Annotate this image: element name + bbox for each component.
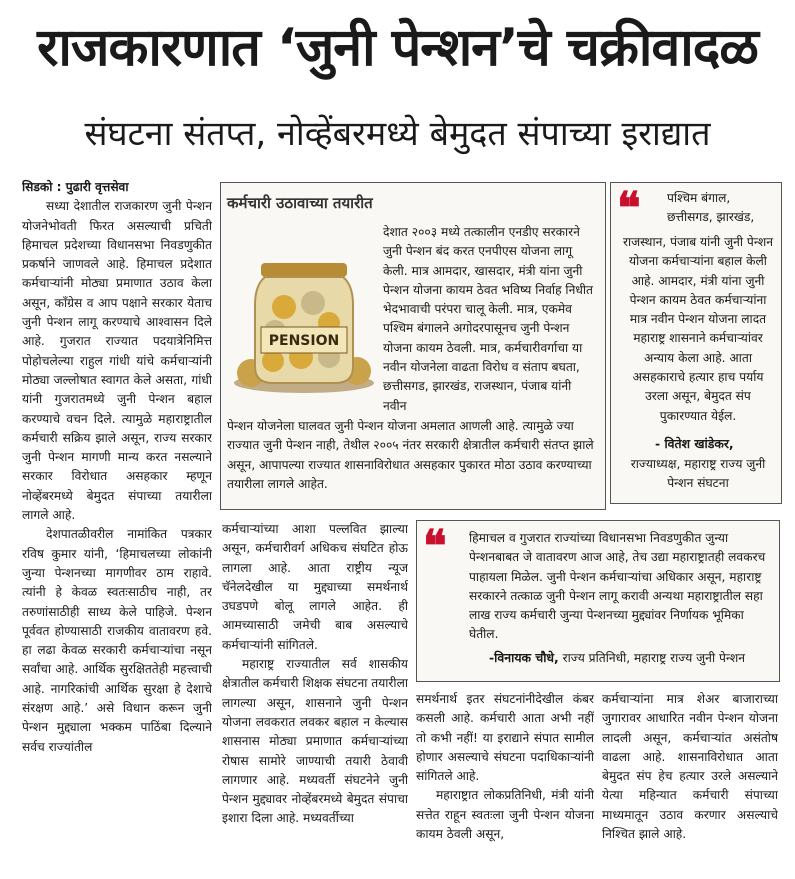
article-column-4 (602, 690, 778, 868)
paragraph: समर्थनार्थ इतर संघटनांनीदेखील कंबर कसली आहे. कर्मचारी आता अभी नहीं तो कभी नहीं! या इराद्याने संपात सामील होणार असल्याचे संघटना पदाधिकाऱ्यांनी सांगितले आहे. (416, 692, 594, 784)
quote-author: -विनायक चौधे, (489, 650, 559, 665)
quote-signature (489, 649, 779, 666)
jar-illustration (229, 245, 379, 395)
quote-author: - वितेश खांडेकर, (655, 436, 734, 451)
quote-designation: राज्याध्यक्ष, महाराष्ट्र राज्य जुनी पेन्शन संघटना (630, 457, 766, 491)
headline: राजकारणात ‘जुनी पेन्शन’चे चक्रीवादळ (37, 18, 758, 78)
box-text-right: देशात २००३ मध्ये तत्कालीन एनडीए सरकारने जुनी पेन्शन बंद करत एनपीएस योजना लागू केली. मात्र आमदार, खासदार, मंत्री यांना जुनी पेन्शन योजना कायम ठेवत भविष्य निर्वाह निधीत भेदभावाची परंपरा चालू केली. मात्र, एकमेव पश्चिम बंगालने अगोदरपासूनच जुनी पेन्शन योजना कायम ठेवली. मात्र, कर्मचारीवर्गाचा या नवीन योजनेला वाढता विरोध व संताप बघता, छत्तीसगड, झारखंड, राजस्थान, पंजाब यांनी नवीन (383, 225, 593, 413)
quote-text-top: पश्चिम बंगाल, छत्तीसगड, झारखंड, (667, 191, 755, 225)
quote-text: राजस्थान, पंजाब यांनी जुनी पेन्शन योजना कर्मचाऱ्यांना बहाल केली आहे. आमदार, मंत्री यांना जुनी पेन्शन कायम ठेवत कर्मचाऱ्यांना मात्र नवीन पेन्शन योजना लादत महाराष्ट्र शासनाने कर्मचाऱ्यांवर अन्याय केला आहे. आता असहकाराचे हत्यार हाच पर्याय उरला असून, बेमुदत संप पुकारण्यात येईल. (622, 235, 774, 423)
sidebar-box-employees-uprising (220, 182, 606, 510)
quote-designation: राज्य प्रतिनिधी, महाराष्ट्र राज्य जुनी पेन्शन (562, 651, 746, 665)
paragraph: सध्या देशातील राजकारण जुनी पेन्शन योजनेभोवती फिरत असल्याची प्रचिती हिमाचल प्रदेशच्या विधानसभा निवडणुकीत प्रकर्षाने जाणवले आहे. हिमाचल प्रदेशात कर्मचाऱ्यांनी मोठ्या प्रमाणात उठाव केला असून, काँग्रेस व आप पक्षाने सरकार येताच जुनी पेन्शन लागू करण्याचे आश्वासन दिले आहे. गुजरात राज्यात पदयात्रेनिमित्त पोहोचलेल्या राहुल गांधी यांचे कर्मचाऱ्यांनी मोठ्या जल्लोषात स्वागत केले असता, गांधी यांनी गुजरातमध्ये जुनी पेन्शन बहाल करण्याचे वचन दिले. त्यामुळे महाराष्ट्रातील कर्मचारी सक्रिय झाले असून, राज्य सरकार जुनी पेन्शन मागणी मान्य करत नसल्याने सरकार विरोधात असहकार म्हणून नोव्हेंबरमध्ये बेमुदत संपाच्या तयारीला लागले आहे. (22, 199, 212, 523)
box-text-bottom: पेन्शन योजनेला घालवत जुनी पेन्शन योजना अमलात आणली आहे. त्यामुळे ज्या राज्यात जुनी पेन्शन नाही, तेथील २००५ नंतर सरकारी क्षेत्रातील कर्मचारी संतप्त झाले असून, आपापल्या राज्यात शासनाविरोधात असहकार पुकारत मोठा उठाव करण्याच्या तयारीला लागले आहेत. (227, 419, 594, 491)
paragraph: महाराष्ट्रात लोकप्रतिनिधी, मंत्री यांनी सत्तेत राहून स्वतःला जुनी पेन्शन योजना कायम ठेवली असून, (416, 788, 594, 842)
article-column-3 (416, 690, 594, 868)
quote-box-vinayak (416, 520, 780, 682)
paragraph: कर्मचाऱ्यांना मात्र शेअर बाजाराच्या जुगारावर आधारित नवीन पेन्शन योजना लादली असून, कर्मचाऱ्यांत असंतोष वाढला आहे. शासनाविरोधात आता बेमुदत संप हेच हत्यार उरले असल्याने येत्या महिन्यात कर्मचारी संपाच्या माध्यमातून उठाव करणार असल्याचे निश्चित झाले आहे. (602, 692, 778, 842)
pension-jar-image (229, 245, 379, 395)
article-column-1 (22, 178, 212, 868)
byline: सिडको : पुढारी वृत्तसेवा (22, 180, 129, 194)
article-column-2 (222, 520, 408, 868)
box-title: कर्मचारी उठावाच्या तयारीत (227, 194, 373, 212)
quote-box-vitesh (610, 182, 782, 504)
paragraph: कर्मचाऱ्यांच्या आशा पल्लवित झाल्या असून, कर्मचारीवर्ग अधिकच संघटित होऊ लागला आहे. आता राष्ट्रीय न्यूज चॅनेलदेखील या मुद्द्याच्या समर्थनार्थ उघडपणे बोलू लागले आहेत. ही आमच्यासाठी जमेची बाब असल्याचे कर्मचाऱ्यांनी सांगितले. (222, 522, 408, 652)
quote-mark-icon: ❝ (423, 521, 447, 572)
quote-mark-icon: ❝ (617, 183, 641, 234)
paragraph: देशपातळीवरील नामांकित पत्रकार रविष कुमार यांनी, ‘हिमाचलच्या लोकांनी जुन्या पेन्शनच्या मागणीवर ठाम राहावे. त्यांनी हे केवळ स्वतःसाठीच नाही, तर तरुणांसाठीही साध्य केले पाहिजे. पेन्शन पूर्ववत होण्यासाठी राजकीय वातावरण हवे. हा लढा केवळ सरकारी कर्मचाऱ्यांचा नसून सर्वांचा आहे. आर्थिक सुरक्षिततेही महत्त्वाची आहे. नागरिकांची आर्थिक सुरक्षा हे देशाचे संरक्षण आहे.’ असे विधान करून जुनी पेन्शन मुद्द्याला भक्कम पाठिंबा दिल्याने सर्वच राज्यांतील (22, 527, 212, 754)
quote-text: हिमाचल व गुजरात राज्यांच्या विधानसभा निवडणुकीत जुन्या पेन्शनबाबत जे वातावरण आज आहे, तेच उद्या महाराष्ट्रातही लवकरच पाहायला मिळेल. जुनी पेन्शन कर्मचाऱ्यांचा अधिकार असून, महाराष्ट्र सरकारने तत्काळ जुनी पेन्शन लागू करावी अन्यथा महाराष्ट्रातील सहा लाख राज्य कर्मचारी जुन्या पेन्शनच्या मुद्द्यांवर निर्णायक भूमिका घेतील. (469, 531, 766, 642)
jar-label: PENSION (268, 333, 340, 349)
subheadline: संघटना संतप्त, नोव्हेंबरमध्ये बेमुदत संपाच्या इराद्यात (84, 114, 711, 154)
paragraph: महाराष्ट्र राज्यातील सर्व शासकीय क्षेत्रातील कर्मचारी शिक्षक संघटना तयारीला लागल्या असून, शासनाने जुनी पेन्शन योजना लवकरात लवकर बहाल न केल्यास शासनास मोठ्या प्रमाणात कर्मचाऱ्यांच्या रोषास सामोरे जाण्याची तयारी ठेवावी लागणार आहे. मध्यवर्ती संघटनेने जुनी पेन्शन मुद्द्यावर नोव्हेंबरमध्ये बेमुदत संपाचा इशारा दिला आहे. मध्यवर्तीच्या (222, 657, 408, 826)
